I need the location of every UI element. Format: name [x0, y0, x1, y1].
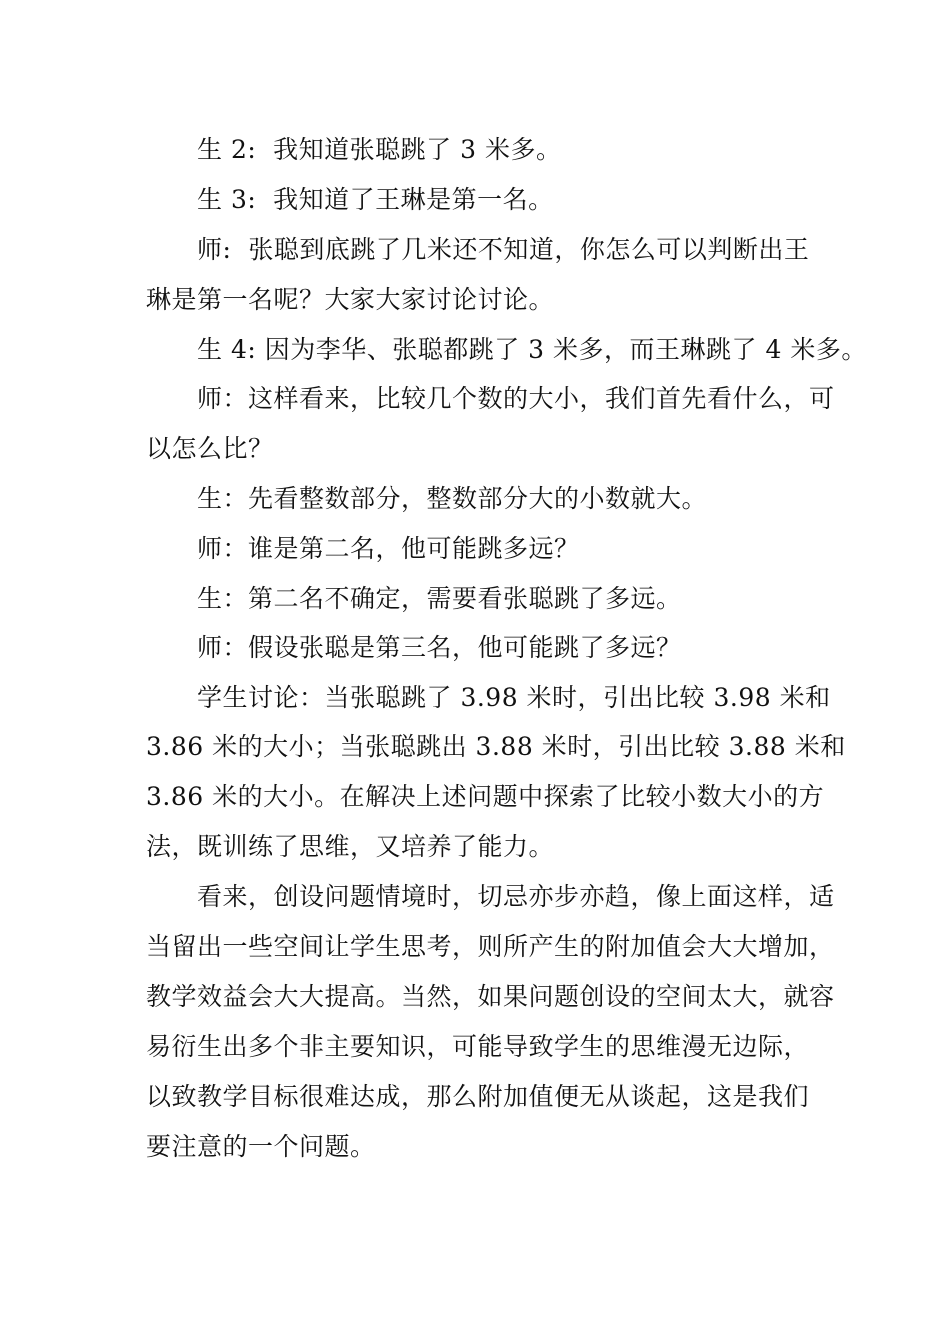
text-line-6: 师：这样看来，比较几个数的大小，我们首先看什么，可 — [197, 384, 835, 413]
text-line-17: 当留出一些空间让学生思考，则所产生的附加值会大大增加， — [146, 932, 835, 961]
text-line-15: 法，既训练了思维，又培养了能力。 — [146, 832, 555, 861]
text-line-21: 要注意的一个问题。 — [146, 1132, 376, 1161]
text-line-18: 教学效益会大大提高。当然，如果问题创设的空间太大，就容 — [146, 982, 835, 1011]
text-line-1: 生 2: 我知道张聪跳了 3 米多。 — [197, 135, 562, 164]
text-line-13: 3.86 米的大小；当张聪跳出 3.88 米时，引出比较 3.88 米和 — [146, 732, 846, 761]
text-line-20: 以致教学目标很难达成，那么附加值便无从谈起，这是我们 — [146, 1082, 810, 1111]
text-line-12: 学生讨论：当张聪跳了 3.98 米时，引出比较 3.98 米和 — [197, 683, 831, 712]
text-line-3: 师: 张聪到底跳了几米还不知道，你怎么可以判断出王 — [197, 235, 810, 264]
text-line-14: 3.86 米的大小。在解决上述问题中探索了比较小数大小的方 — [146, 782, 825, 811]
text-line-10: 生：第二名不确定，需要看张聪跳了多远。 — [197, 584, 682, 613]
text-line-8: 生：先看整数部分，整数部分大的小数就大。 — [197, 484, 708, 513]
text-line-9: 师：谁是第二名，他可能跳多远？ — [197, 534, 580, 563]
text-line-19: 易衍生出多个非主要知识，可能导致学生的思维漫无边际， — [146, 1032, 810, 1061]
text-line-4: 琳是第一名呢？大家大家讨论讨论。 — [146, 285, 555, 314]
text-line-5: 生 4: 因为李华、张聪都跳了 3 米多，而王琳跳了 4 米多。 — [197, 335, 867, 364]
text-line-16: 看来，创设问题情境时，切忌亦步亦趋，像上面这样，适 — [197, 882, 835, 911]
text-line-2: 生 3: 我知道了王琳是第一名。 — [197, 185, 554, 214]
text-line-11: 师：假设张聪是第三名，他可能跳了多远？ — [197, 633, 682, 662]
text-line-7: 以怎么比？ — [146, 434, 274, 463]
